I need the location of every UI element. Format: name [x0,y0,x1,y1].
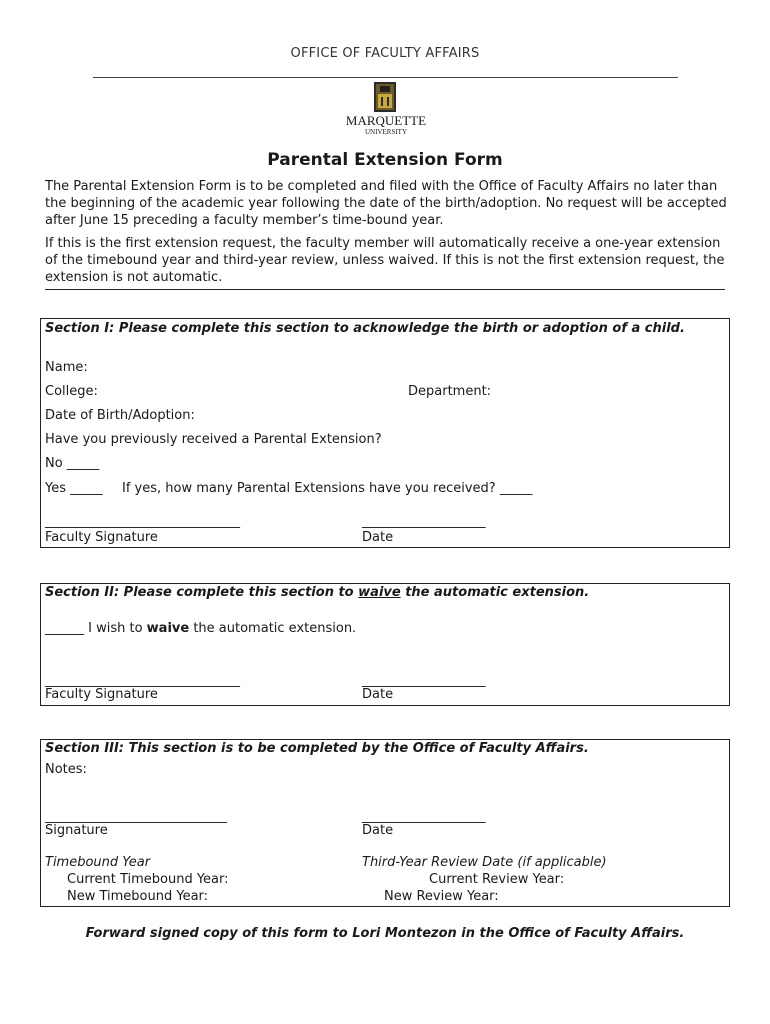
extensions-count-field[interactable]: If yes, how many Parental Extensions have you received? _____ [122,481,533,496]
college-field[interactable]: College: [45,384,98,399]
section-2-heading-waive: waive [358,585,401,600]
current-review-year-field[interactable]: Current Review Year: [429,872,565,887]
intro-paragraph-1: The Parental Extension Form is to be completed and filed with the Office of Faculty Affairs no later than the beginning of the academic year following the date of the birth/adoption. No request will be accepted after June 15 preceding a faculty member’s time-bound year. [45,179,727,228]
date-label: Date [362,687,394,702]
signature-line[interactable]: ______________________________ [45,673,240,688]
waive-word: waive [146,621,190,636]
yes-option[interactable]: Yes _____ [45,481,103,496]
waive-blank: ______ I wish to [45,621,147,636]
section-2-heading [45,585,589,600]
date-line[interactable]: ___________________ [362,673,486,688]
waive-statement[interactable] [45,621,356,636]
form-title: Parental Extension Form [267,150,503,170]
intro-paragraph-2: If this is the first extension request, the faculty member will automatically receive a one-year extension of the timebound year and third-year review, unless waived. If this is not the first extension request, the extension is not automatic. [45,236,725,285]
university-seal-icon [344,80,428,136]
current-timebound-year-field[interactable]: Current Timebound Year: [67,872,229,887]
marquette-logo [344,80,428,136]
section-1-box [40,318,730,548]
date-line[interactable]: ___________________ [362,809,486,824]
third-year-review-heading: Third-Year Review Date (if applicable) [362,855,607,870]
name-field[interactable]: Name: [45,360,88,375]
signature-label: Signature [45,823,108,838]
forward-instruction: Forward signed copy of this form to Lori Montezon in the Office of Faculty Affairs. [85,926,685,941]
section-3-box [40,739,730,907]
date-line[interactable]: ___________________ [362,514,486,529]
date-label: Date [362,530,394,545]
section-1-heading: Section I: Please complete this section to acknowledge the birth or adoption of a child. [45,321,685,336]
office-header: OFFICE OF FACULTY AFFAIRS [290,46,480,61]
previous-extension-question: Have you previously received a Parental Extension? [45,432,382,447]
waive-rest: the automatic extension. [189,621,357,636]
new-timebound-year-field[interactable]: New Timebound Year: [67,889,209,904]
intro-divider [45,289,725,290]
faculty-signature-label: Faculty Signature [45,687,158,702]
notes-field[interactable]: Notes: [45,762,87,777]
faculty-signature-label: Faculty Signature [45,530,158,545]
signature-line[interactable]: ______________________________ [45,514,240,529]
no-option[interactable]: No _____ [45,456,100,471]
timebound-year-heading: Timebound Year [45,855,151,870]
logo-sub: UNIVERSITY [365,128,407,136]
section-2-heading-pre: Section II: Please complete this section to [45,585,359,600]
new-review-year-field[interactable]: New Review Year: [384,889,499,904]
section-3-heading: Section III: This section is to be completed by the Office of Faculty Affairs. [45,741,589,756]
logo-name: MARQUETTE [345,113,427,128]
signature-line[interactable]: ____________________________ [45,809,227,824]
date-label: Date [362,823,394,838]
date-of-birth-field[interactable]: Date of Birth/Adoption: [45,408,195,423]
section-2-box [40,583,730,706]
section-2-heading-post: the automatic extension. [400,585,590,600]
header-divider [93,77,678,78]
department-field[interactable]: Department: [408,384,492,399]
